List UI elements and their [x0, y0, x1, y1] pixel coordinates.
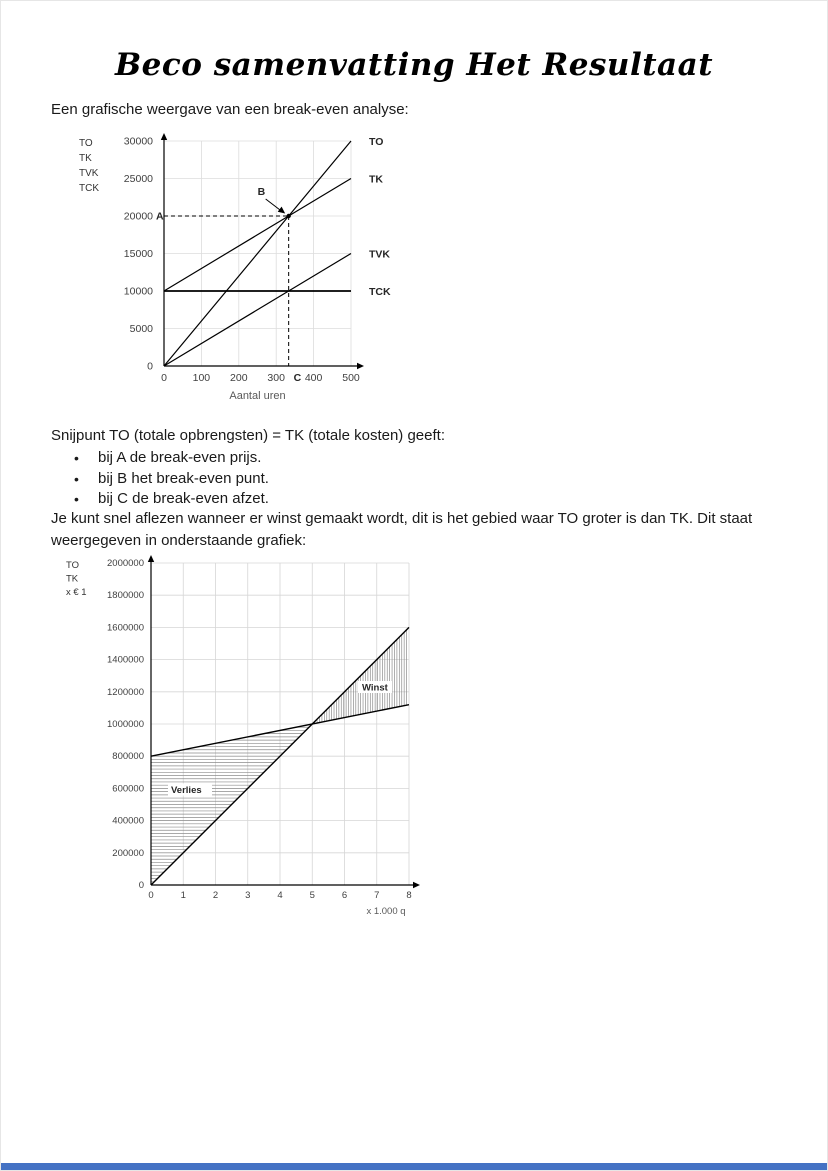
- x-tick-label: 5: [309, 890, 315, 901]
- x-axis-title: [366, 906, 405, 917]
- y-tick-label: 200000: [112, 847, 144, 859]
- profit-region-label: Winst: [362, 682, 388, 694]
- intro-text: Een grafische weergave van een break-even analyse:: [51, 101, 409, 118]
- winst-paragraph: Je kunt snel aflezen wanneer er winst gemaakt wordt, dit is het gebied waar TO groter is dan TK. Dit staat weergegeven in onderstaande grafiek:: [51, 510, 753, 549]
- y-axis-stack-label: TK: [66, 573, 79, 585]
- y-axis-stack-label: x € 1: [66, 587, 87, 598]
- x-tick-label: 8: [406, 890, 412, 901]
- y-tick-label: 400000: [112, 815, 144, 827]
- x-tick-label: 3: [245, 890, 251, 901]
- x-tick-label: 100: [192, 372, 211, 384]
- y-tick-label: 30000: [123, 135, 153, 148]
- footer-accent-bar: [1, 1163, 827, 1170]
- x-tick-label: 300: [267, 372, 285, 384]
- y-axis-stack-label: TCK: [79, 183, 99, 194]
- y-tick-label: 1000000: [107, 719, 144, 730]
- series-label-TO: TO: [369, 136, 384, 148]
- break-even-point-label: B: [257, 186, 266, 198]
- x-tick-label: 7: [374, 890, 380, 901]
- y-axis-stack-label: TK: [79, 153, 92, 164]
- y-axis-stack-labels: [66, 560, 87, 598]
- y-tick-label: 800000: [112, 751, 144, 763]
- x-tick-label: 200: [230, 372, 248, 384]
- y-tick-label: 1800000: [107, 590, 144, 602]
- y-axis-stack-label: TO: [79, 138, 93, 149]
- y-tick-label: 25000: [123, 173, 153, 185]
- x-axis-title-text: Aantal uren: [229, 390, 286, 402]
- x-axis-title-text: x 1.000 q: [366, 906, 406, 917]
- y-tick-label: 2000000: [107, 558, 144, 569]
- bullet-item: [74, 448, 269, 469]
- x-axis-title: [229, 390, 285, 402]
- break-even-quantity-label: C: [293, 372, 302, 384]
- bullet-item: [74, 469, 269, 490]
- y-tick-label: 20000: [123, 210, 153, 223]
- x-tick-label: 400: [304, 372, 323, 384]
- bullet-marker: •: [74, 491, 79, 507]
- bullet-marker: •: [74, 450, 79, 466]
- x-tick-label: 500: [342, 372, 360, 384]
- snijpunt-heading: Snijpunt TO (totale opbrengsten) = TK (totale kosten) geeft:: [51, 427, 445, 444]
- y-axis-stack-labels: [79, 138, 99, 194]
- axes: [148, 555, 420, 888]
- series-line-TVK: [164, 254, 351, 367]
- x-tick-label: 0: [161, 372, 167, 384]
- bullet-list: [74, 448, 269, 510]
- x-tick-label: 6: [341, 890, 348, 901]
- series-label-TCK: TCK: [369, 286, 391, 298]
- x-tick-label: 0: [148, 890, 154, 901]
- y-tick-label: 1400000: [107, 654, 144, 666]
- break-even-chart: [61, 131, 401, 416]
- page-title: Beco samenvatting Het Resultaat: [114, 47, 714, 83]
- bullet-text: bij B het break-even punt.: [98, 469, 269, 487]
- y-tick-label: 1600000: [107, 622, 144, 634]
- y-tick-label: 600000: [112, 783, 144, 795]
- profit-loss-chart: [56, 551, 436, 931]
- series-label-TVK: TVK: [369, 248, 390, 261]
- series-label-TK: TK: [369, 173, 383, 186]
- series-labels: [369, 136, 391, 298]
- y-tick-label: 10000: [123, 285, 153, 298]
- bullet-text: bij A de break-even prijs.: [98, 449, 262, 466]
- bullet-text: bij C de break-even afzet.: [98, 490, 269, 507]
- y-tick-label: 0: [138, 880, 144, 891]
- loss-region-label: Verlies: [171, 785, 202, 796]
- break-even-price-label: A: [156, 210, 164, 223]
- x-tick-label: 4: [277, 890, 283, 901]
- x-tick-label: 1: [180, 890, 186, 901]
- y-axis-stack-label: TVK: [79, 168, 99, 179]
- y-tick-label: 0: [147, 360, 153, 373]
- y-tick-label: 1200000: [107, 686, 144, 698]
- y-tick-label: 15000: [123, 248, 153, 260]
- y-axis-stack-label: TO: [66, 560, 80, 571]
- bullet-item: [74, 489, 269, 510]
- x-tick-label: 2: [212, 890, 219, 901]
- bullet-marker: •: [74, 470, 79, 487]
- y-tick-label: 5000: [129, 323, 153, 335]
